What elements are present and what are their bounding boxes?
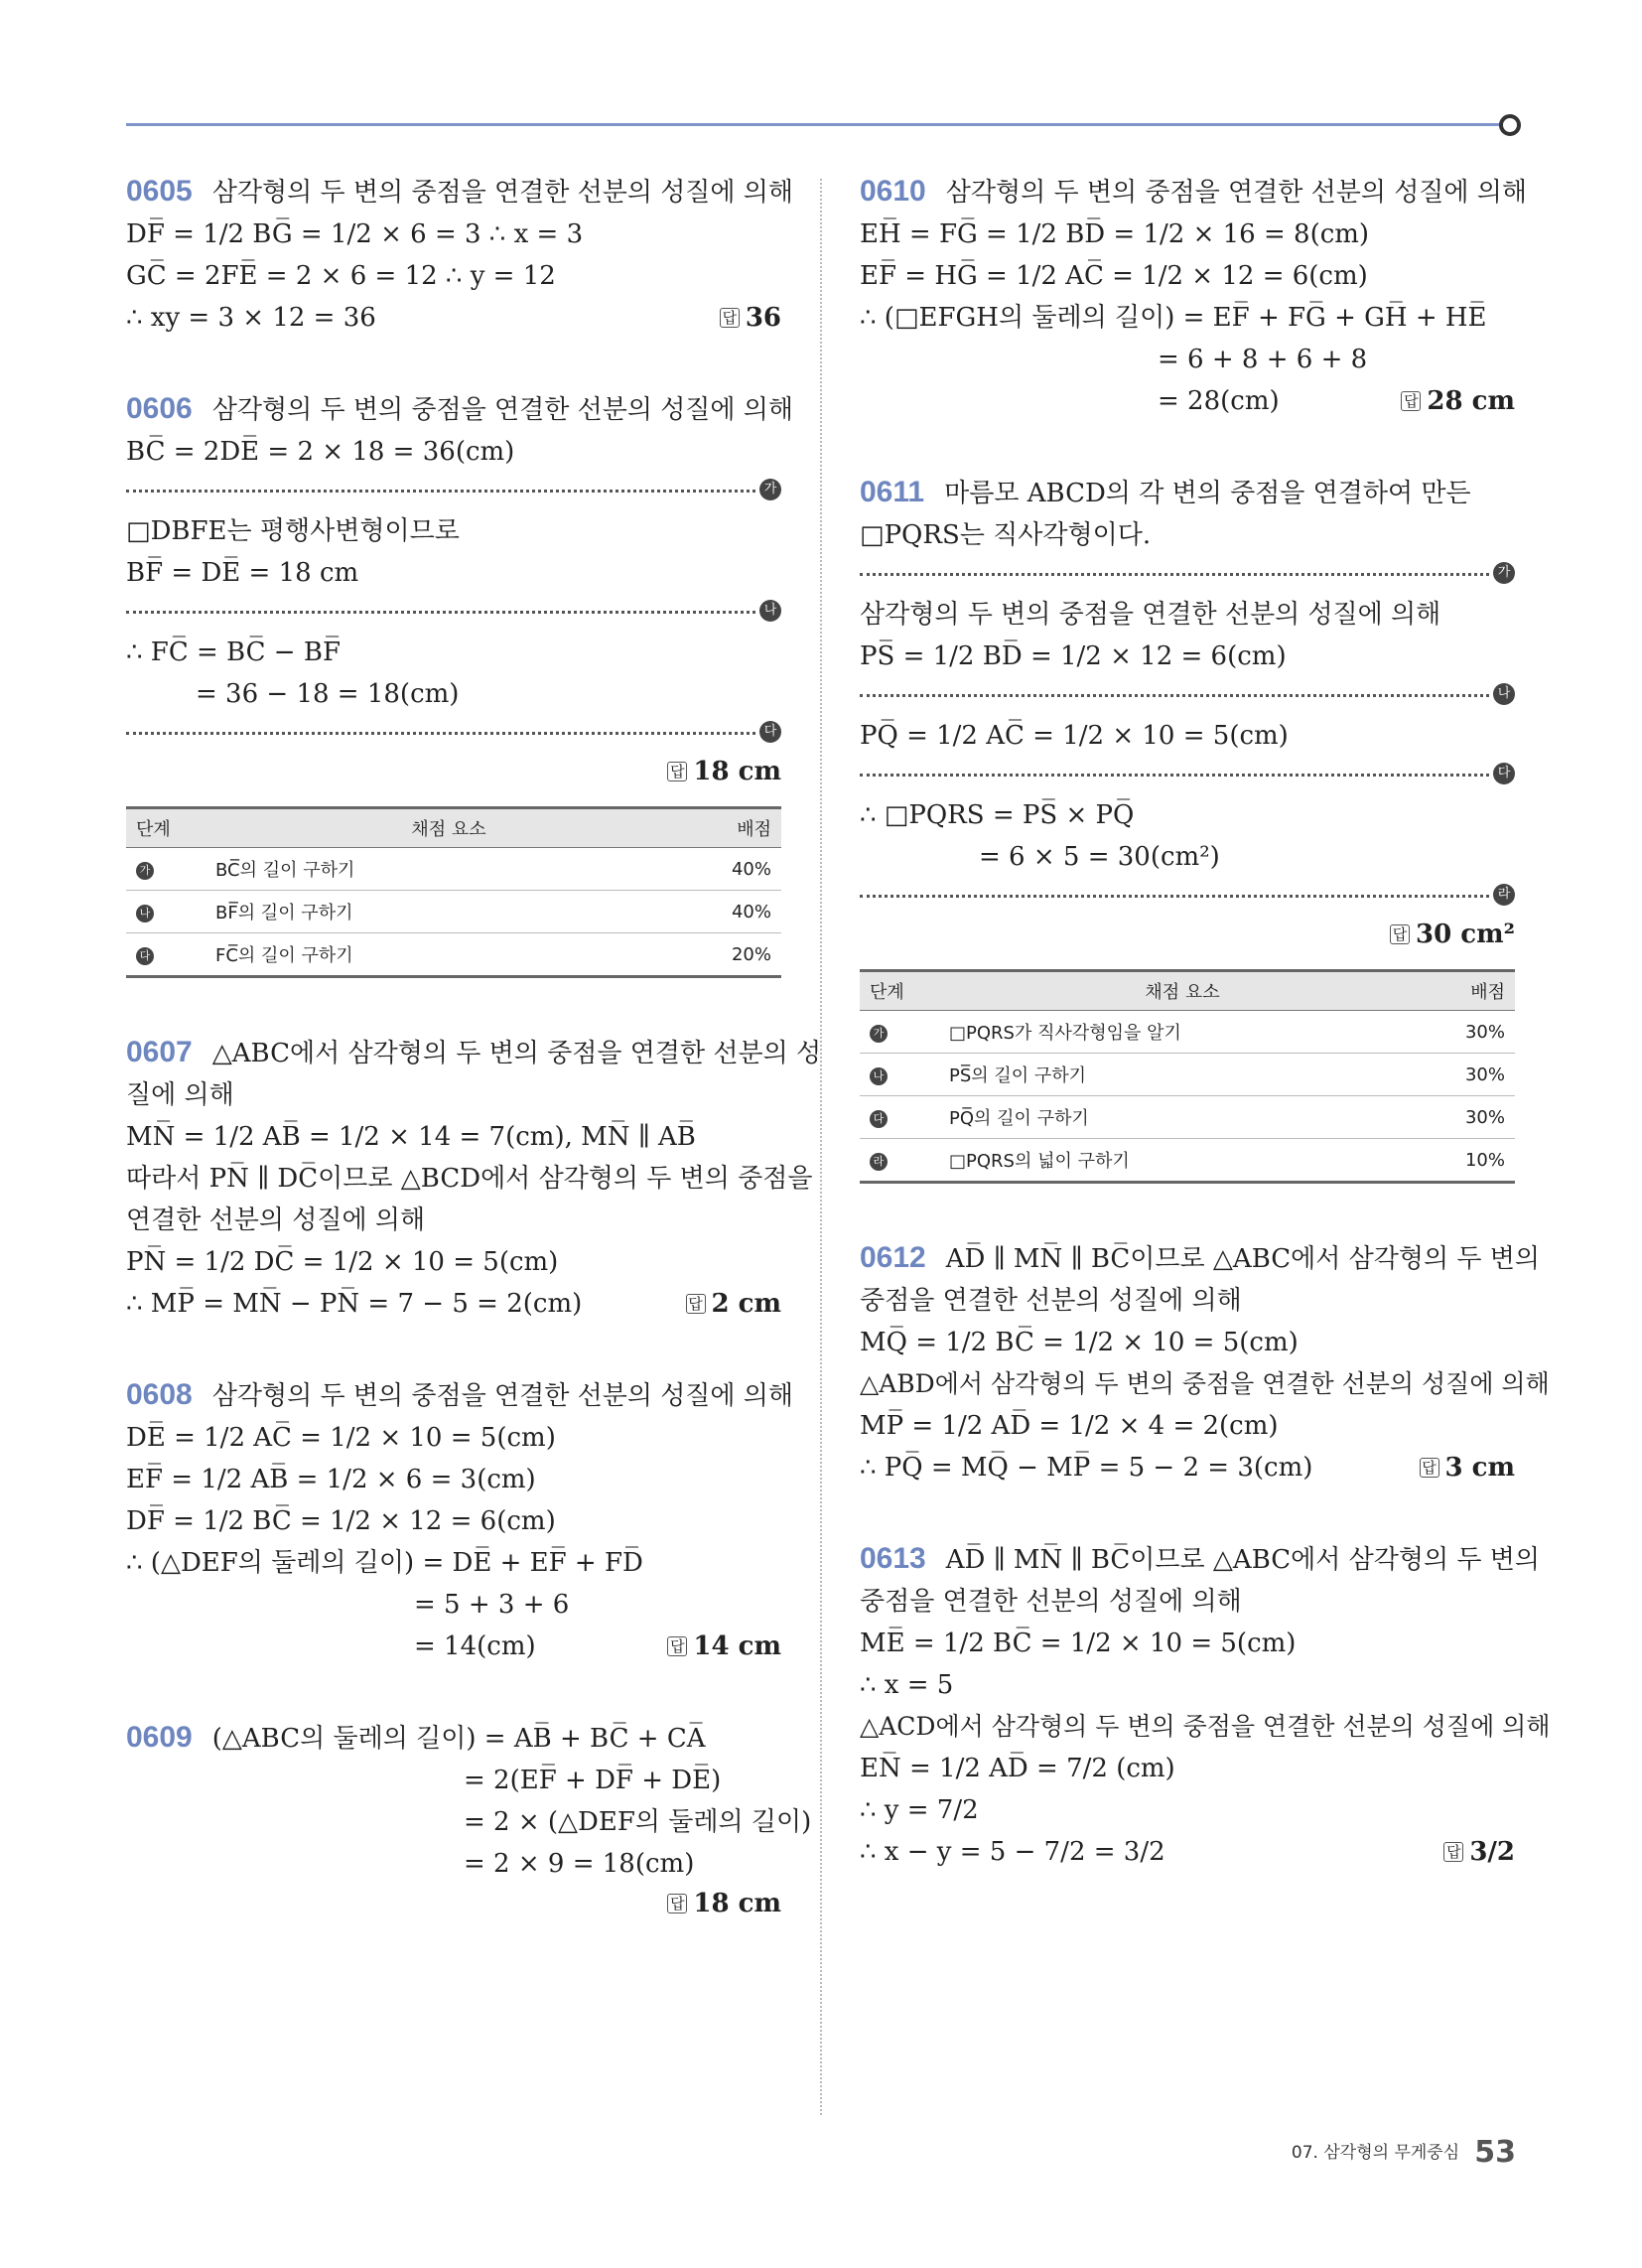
answer-mark-icon: 답 [667,1894,687,1914]
answer-mark-icon: 답 [686,1294,706,1314]
answer [1390,920,1515,949]
solution-line: EF̅ = HG̅ = 1/2 AC̅ = 1/2 × 12 = 6(cm) [860,261,1368,291]
solution-line: DF̅ = 1/2 BC̅ = 1/2 × 12 = 6(cm) [126,1506,556,1536]
answer-mark-icon: 답 [667,762,687,781]
solution-line: EF̅ = 1/2 AB̅ = 1/2 × 6 = 3(cm) [126,1465,536,1494]
answer-mark-icon: 답 [1420,1458,1439,1478]
solution-line: ∴ x − y = 5 − 7/2 = 3/2 [860,1837,1165,1867]
solution-text: AD̅ ∥ MN̅ ∥ BC̅이므로 △ABC에서 삼각형의 두 변의 [945,1545,1541,1575]
scoring-table [126,806,781,978]
page-footer [1292,2135,1516,2170]
answer [1420,1451,1515,1485]
answer-mark-icon: 답 [667,1636,687,1656]
table-cell: □PQRS가 직사각형임을 알기 [939,1011,1426,1054]
step-icon: 가 [870,1025,888,1043]
solution-line: = 2 × 9 = 18(cm) [464,1849,695,1879]
answer [667,757,781,786]
answer-mark-icon: 답 [720,308,740,328]
problem-0613 [860,1542,1551,1869]
scoring-table [860,969,1515,1184]
solution-line: = 2(EF̅ + DF̅ + DE̅) [464,1766,722,1795]
solution-line: = 36 − 18 = 18(cm) [196,679,460,709]
top-rule [126,123,1509,126]
step-icon: 다 [870,1110,888,1128]
problem-0611 [860,476,1515,1184]
solution-line: PS̅ = 1/2 BD̅ = 1/2 × 12 = 6(cm) [860,641,1287,671]
solution-line: = 5 + 3 + 6 [414,1590,570,1620]
header-step: 단계 [860,971,939,1011]
answer-value: 18 cm [693,757,781,786]
answer-value: 30 cm² [1416,920,1515,949]
header-score: 배점 [1426,971,1515,1011]
step-icon: 라 [870,1153,888,1171]
solution-line: △ABD에서 삼각형의 두 변의 중점을 연결한 선분의 성질에 의해 [860,1369,1550,1398]
solution-line: □PQRS는 직사각형이다. [860,520,1152,550]
step-icon: 가 [136,862,154,880]
problem-0606 [126,392,794,978]
solution-line: GC̅ = 2FE̅ = 2 × 6 = 12 ∴ y = 12 [126,261,556,291]
top-rule-dot [1499,114,1521,136]
answer-value: 14 cm [693,1631,781,1661]
answer [667,1889,781,1918]
answer-value: 18 cm [693,1889,781,1918]
step-icon: 나 [1493,683,1515,705]
step-divider [860,681,1515,709]
problem-0608 [126,1378,794,1663]
step-icon: 다 [1493,763,1515,784]
step-divider [860,560,1515,588]
solution-line: 따라서 PN̅ ∥ DC̅이므로 △BCD에서 삼각형의 두 변의 중점을 [126,1164,813,1194]
answer-mark-icon: 답 [1401,391,1421,411]
answer-value: 36 [745,303,781,333]
table-cell: 40% [692,848,781,891]
solution-line: 삼각형의 두 변의 중점을 연결한 선분의 성질에 의해 [860,600,1441,630]
problem-number: 0608 [126,1378,193,1411]
step-icon: 나 [870,1067,888,1085]
step-icon: 다 [759,721,781,743]
problem-number: 0607 [126,1036,193,1068]
problem-number: 0613 [860,1542,926,1575]
problem-number: 0612 [860,1241,926,1274]
table-cell: BC̅의 길이 구하기 [205,848,692,891]
header-item: 채점 요소 [939,971,1426,1011]
step-divider [126,477,781,504]
table-cell: 30% [1426,1054,1515,1096]
solution-text: 삼각형의 두 변의 중점을 연결한 선분의 성질에 의해 [211,178,794,208]
problem-0610 [860,175,1528,418]
problem-0605 [126,175,794,335]
solution-line: 중점을 연결한 선분의 성질에 의해 [860,1587,1242,1617]
table-row [860,1139,1515,1183]
solution-line: PN̅ = 1/2 DC̅ = 1/2 × 10 = 5(cm) [126,1247,559,1277]
chapter-title: 07. 삼각형의 무게중심 [1291,2143,1460,2163]
step-icon: 가 [759,479,781,500]
solution-line: ∴ y = 7/2 [860,1795,979,1825]
solution-line: ∴ FC̅ = BC̅ − BF̅ [126,638,341,667]
header-score: 배점 [692,808,781,848]
solution-line: BF̅ = DE̅ = 18 cm [126,558,359,588]
step-icon: 라 [1493,884,1515,906]
answer-value: 2 cm [711,1289,781,1319]
table-row [860,1011,1515,1054]
solution-line: MP̅ = 1/2 AD̅ = 1/2 × 4 = 2(cm) [860,1411,1279,1441]
table-row [860,1054,1515,1096]
table-row [126,848,781,891]
problem-number: 0610 [860,175,926,208]
table-cell: 40% [692,891,781,933]
step-icon: 다 [136,947,154,965]
answer [1443,1835,1515,1869]
solution-line: ∴ MP̅ = MN̅ − PN̅ = 7 − 5 = 2(cm) [126,1289,583,1319]
solution-line: BC̅ = 2DE̅ = 2 × 18 = 36(cm) [126,437,515,467]
answer-mark-icon: 답 [1390,924,1410,944]
table-cell: 30% [1426,1011,1515,1054]
solution-line: EN̅ = 1/2 AD̅ = 7/2 (cm) [860,1754,1175,1783]
solution-line: = 14(cm) [414,1631,536,1661]
solution-line: □DBFE는 평행사변형이므로 [126,516,460,546]
answer [720,301,781,335]
table-cell: PQ̅의 길이 구하기 [939,1096,1426,1139]
table-cell: FC̅의 길이 구하기 [205,933,692,977]
solution-line: ME̅ = 1/2 BC̅ = 1/2 × 10 = 5(cm) [860,1629,1297,1658]
step-divider [126,598,781,626]
solution-line: PQ̅ = 1/2 AC̅ = 1/2 × 10 = 5(cm) [860,721,1289,751]
table-cell: PS̅의 길이 구하기 [939,1054,1426,1096]
header-step: 단계 [126,808,205,848]
problem-0609 [126,1721,812,1924]
table-row [860,1096,1515,1139]
answer [686,1287,781,1321]
solution-text: 마름모 ABCD의 각 변의 중점을 연결하여 만든 [944,479,1471,508]
solution-text: △ABC에서 삼각형의 두 변의 중점을 연결한 선분의 성 [211,1039,822,1068]
solution-line: 중점을 연결한 선분의 성질에 의해 [860,1286,1242,1316]
table-cell: 30% [1426,1096,1515,1139]
solution-line: ∴ PQ̅ = MQ̅ − MP̅ = 5 − 2 = 3(cm) [860,1453,1313,1483]
solution-line: = 28(cm) [1158,386,1280,416]
answer-mark-icon: 답 [1443,1842,1463,1862]
solution-line: MN̅ = 1/2 AB̅ = 1/2 × 14 = 7(cm), MN̅ ∥ AB̅ [126,1122,696,1152]
step-divider [126,719,781,747]
answer-value: 28 cm [1427,386,1515,416]
solution-line: = 2 × (△DEF의 둘레의 길이) [464,1807,812,1837]
solution-line: 질에 의해 [126,1080,234,1110]
problem-number: 0611 [860,476,925,508]
solution-line: ∴ xy = 3 × 12 = 36 [126,303,376,333]
solution-line: MQ̅ = 1/2 BC̅ = 1/2 × 10 = 5(cm) [860,1328,1299,1357]
step-divider [860,761,1515,788]
table-cell: □PQRS의 넓이 구하기 [939,1139,1426,1183]
problem-number: 0609 [126,1721,193,1754]
solution-text: (△ABC의 둘레의 길이) = AB̅ + BC̅ + CA̅ [211,1724,706,1754]
solution-line: ∴ (□EFGH의 둘레의 길이) = EF̅ + FG̅ + GH̅ + HE̅ [860,303,1487,333]
solution-line: = 6 + 8 + 6 + 8 [1158,345,1368,374]
solution-line: △ACD에서 삼각형의 두 변의 중점을 연결한 선분의 성질에 의해 [860,1712,1551,1741]
table-cell: BF̅의 길이 구하기 [205,891,692,933]
problem-0612 [860,1241,1550,1485]
step-icon: 나 [136,905,154,922]
answer-value: 3/2 [1469,1837,1515,1867]
column-separator [820,179,822,2115]
answer-value: 3 cm [1444,1453,1515,1483]
header-item: 채점 요소 [205,808,692,848]
solution-text: 삼각형의 두 변의 중점을 연결한 선분의 성질에 의해 [211,395,794,425]
answer [1401,384,1515,418]
right-column [860,167,1551,1926]
table-row [126,933,781,977]
step-divider [860,882,1515,910]
solution-line: DE̅ = 1/2 AC̅ = 1/2 × 10 = 5(cm) [126,1423,556,1453]
solution-line: ∴ □PQRS = PS̅ × PQ̅ [860,800,1135,830]
problem-number: 0605 [126,175,193,208]
problem-0607 [126,1036,822,1321]
solution-line: ∴ (△DEF의 둘레의 길이) = DE̅ + EF̅ + FD̅ [126,1548,643,1578]
solution-text: 삼각형의 두 변의 중점을 연결한 선분의 성질에 의해 [211,1381,794,1411]
problem-number: 0606 [126,392,193,425]
solution-line: DF̅ = 1/2 BG̅ = 1/2 × 6 = 3 ∴ x = 3 [126,219,584,249]
table-cell: 10% [1426,1139,1515,1183]
solution-text: AD̅ ∥ MN̅ ∥ BC̅이므로 △ABC에서 삼각형의 두 변의 [945,1244,1541,1274]
solution-line: EH̅ = FG̅ = 1/2 BD̅ = 1/2 × 16 = 8(cm) [860,219,1370,249]
solution-line: = 6 × 5 = 30(cm²) [979,842,1220,872]
solution-line: 연결한 선분의 성질에 의해 [126,1205,426,1235]
solution-text: 삼각형의 두 변의 중점을 연결한 선분의 성질에 의해 [945,178,1528,208]
answer [667,1630,781,1663]
table-cell: 20% [692,933,781,977]
step-icon: 가 [1493,562,1515,584]
left-column [126,167,822,1982]
table-row [126,891,781,933]
step-icon: 나 [759,600,781,622]
page-number: 53 [1474,2135,1516,2170]
solution-line: ∴ x = 5 [860,1670,954,1700]
